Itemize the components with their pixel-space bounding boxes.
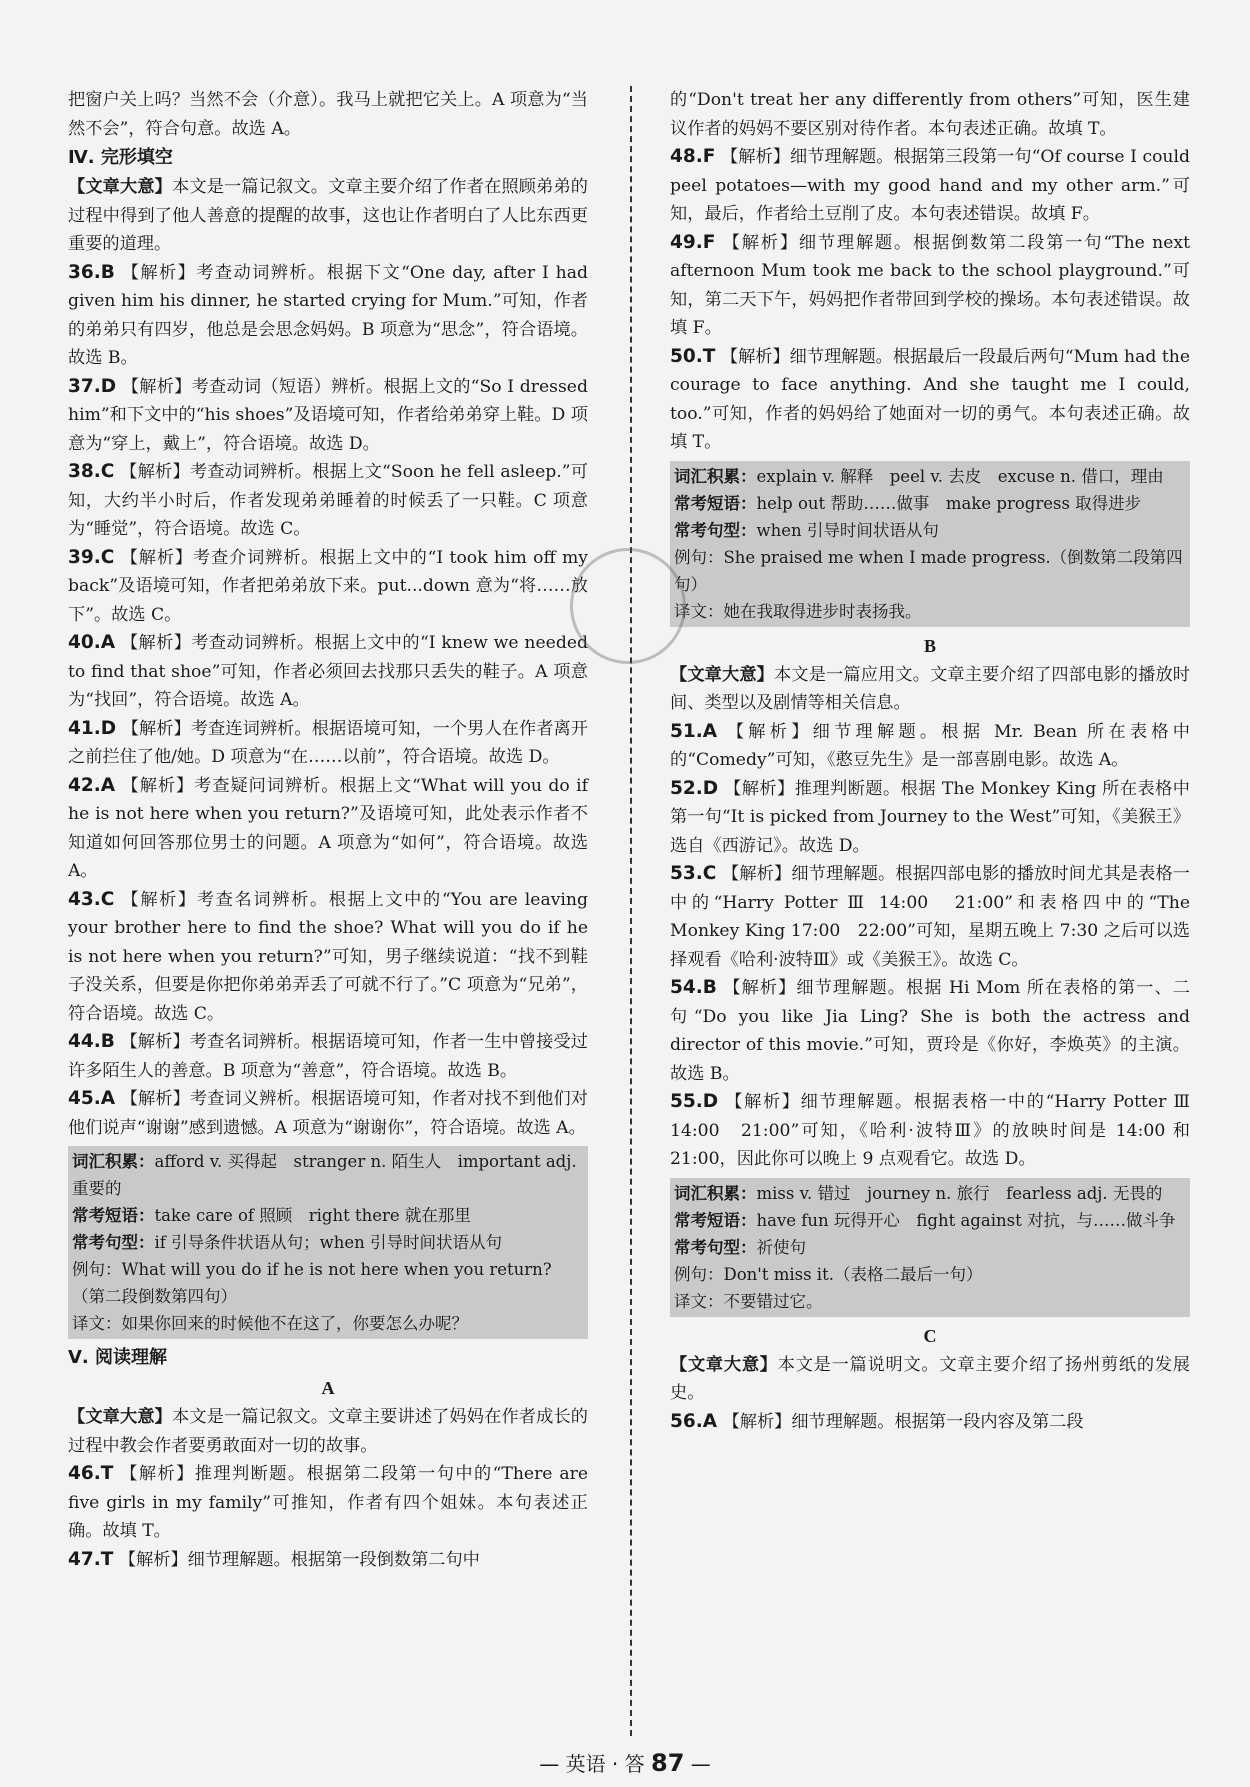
answer-36 <box>68 259 588 373</box>
paragraph: 的“Don't treat her any differently from others”可知，医生建议作者的妈妈不要区别对待作者。本句表述正确。故填 T。 <box>670 90 1190 139</box>
sentence-label: 常考句型： <box>674 520 757 540</box>
passage-letter: B <box>923 635 936 656</box>
answer-number: 38.C <box>68 461 115 482</box>
vocab-box <box>670 461 1190 627</box>
example-label: 例句： <box>674 1264 724 1284</box>
vocab-line <box>674 463 1186 490</box>
answer-51 <box>670 718 1190 775</box>
summary <box>68 173 588 259</box>
page-footer <box>0 1748 1250 1777</box>
translation-text: 不要错过它。 <box>723 1291 823 1311</box>
answer-number: 48.F <box>670 146 716 167</box>
vocab-box <box>68 1146 588 1339</box>
answer-53 <box>670 860 1190 974</box>
answer-39 <box>68 544 588 630</box>
phrase-text: help out 帮助……做事 make progress 取得进步 <box>756 493 1142 513</box>
answer-46 <box>68 1460 588 1546</box>
translation-line <box>72 1310 584 1337</box>
answer-45 <box>68 1085 588 1142</box>
answer-text: 【解析】细节理解题。根据 Mr. Bean 所在表格中的“Comedy”可知，《憨豆先生》是一部喜剧电影。故选 A。 <box>670 721 1190 770</box>
answer-number: 36.B <box>68 261 115 283</box>
answer-50 <box>670 343 1190 457</box>
phrase-label: 常考短语： <box>674 493 757 513</box>
section-heading: Ⅴ. 阅读理解 <box>68 1347 168 1368</box>
answer-54 <box>670 974 1190 1088</box>
answer-number: 53.C <box>670 863 717 884</box>
summary-text: 本文是一篇说明文。文章主要介绍了扬州剪纸的发展史。 <box>670 1354 1190 1403</box>
answer-number: 41.D <box>68 717 117 739</box>
phrase-line <box>674 1207 1186 1234</box>
passage-letter: A <box>321 1378 335 1398</box>
answer-text: 【解析】推理判断题。根据 The Monkey King 所在表格中第一句“It is picked from Journey to the West”可知，《美猴王》选自《西游记》。故选 D。 <box>670 778 1190 856</box>
answer-56 <box>670 1408 1190 1437</box>
vocab-text: miss v. 错过 journey n. 旅行 fearless adj. 无畏的 <box>756 1183 1163 1203</box>
answer-text: 【解析】考查动词辨析。根据下文“One day, after I had given him his dinner, he started crying for Mum.”可知，作者的弟弟只有四岁，他总是会思念妈妈。B 项意为“思念”，符合语境。故选 B。 <box>68 262 588 368</box>
vocab-line <box>674 1180 1186 1207</box>
sentence-text: 祈使句 <box>756 1237 806 1257</box>
phrase-line <box>674 490 1186 517</box>
translation-text: 如果你回来的时候他不在这了，你要怎么办呢？ <box>121 1314 468 1333</box>
page-number: 87 <box>651 1749 685 1777</box>
translation-text: 她在我取得进步时表扬我。 <box>723 601 922 621</box>
answer-text: 【解析】细节理解题。根据倒数第二段第一句“The next afternoon Mum took me back to the school playground.”可知，第二天下午，妈妈把作者带回到学校的操场。本句表述错误。故填 F。 <box>670 232 1190 338</box>
passage-letter: C <box>923 1325 937 1346</box>
answer-text: 【解析】细节理解题。根据第一段倒数第二句中 <box>118 1549 480 1570</box>
answer-number: 49.F <box>670 231 716 253</box>
answer-41 <box>68 715 588 772</box>
sentence-text: if 引导条件状语从句；when 引导时间状语从句 <box>154 1233 503 1252</box>
example-text: What will you do if he is not here when you return?（第二段倒数第四句） <box>72 1260 552 1306</box>
answer-number: 50.T <box>670 345 716 367</box>
example-line <box>674 544 1186 598</box>
answer-number: 45.A <box>68 1088 116 1109</box>
answer-text: 【解析】细节理解题。根据最后一段最后两句“Mum had the courage to face anything. And she taught me I could, too.”可知，作者的妈妈给了她面对一切的勇气。本句表述正确。故填 T。 <box>670 346 1190 452</box>
answer-49 <box>670 229 1190 343</box>
answer-number: 47.T <box>68 1548 114 1570</box>
example-text: She praised me when I made progress.（倒数第二段第四句） <box>674 547 1183 594</box>
translation-label: 译文： <box>674 1291 724 1311</box>
answer-52 <box>670 775 1190 861</box>
summary-text: 本文是一篇应用文。文章主要介绍了四部电影的播放时间、类型以及剧情等相关信息。 <box>670 664 1190 713</box>
answer-text: 【解析】考查动词辨析。根据上文“Soon he fell asleep.”可知，大约半小时后，作者发现弟弟睡着的时候丢了一只鞋。C 项意为“睡觉”，符合语境。故选 C。 <box>68 462 588 539</box>
section-heading: Ⅳ. 完形填空 <box>68 147 173 168</box>
sentence-text: when 引导时间状语从句 <box>756 520 939 540</box>
summary <box>68 1403 588 1460</box>
answer-text: 【解析】细节理解题。根据四部电影的播放时间尤其是表格一中的“Harry Potter Ⅲ 14:00 21:00”和表格四中的“The Monkey King 17:00 22:00”可知，星期五晚上 7:30 之后可以选择观看《哈利·波特Ⅲ》或《美猴王》。故选 C。 <box>670 864 1190 970</box>
answer-text: 【解析】细节理解题。根据 Hi Mom 所在表格的第一、二句“Do you like Jia Ling? She is both the actress and director of this movie.”可知，贾玲是《你好，李焕英》的主演。故选 B。 <box>670 978 1190 1084</box>
summary-tag: 【文章大意】 <box>68 177 173 197</box>
summary-text: 本文是一篇记叙文。文章主要讲述了妈妈在作者成长的过程中教会作者要勇敢面对一切的故事。 <box>68 1407 588 1456</box>
answer-43 <box>68 886 588 1029</box>
summary-tag: 【文章大意】 <box>68 1407 173 1427</box>
answer-number: 44.B <box>68 1031 115 1052</box>
stamp-seal-icon <box>570 548 686 664</box>
example-line <box>72 1256 584 1310</box>
sentence-label: 常考句型： <box>674 1237 757 1257</box>
answer-text: 【解析】细节理解题。根据第一段内容及第二段 <box>722 1411 1084 1432</box>
answer-47 <box>68 1546 588 1575</box>
vocab-box <box>670 1178 1190 1317</box>
summary-tag: 【文章大意】 <box>670 1354 778 1375</box>
answer-text: 【解析】细节理解题。根据第三段第一句“Of course I could peel potatoes—with my good hand and my other arm.”可知，最后，作者给土豆削了皮。本句表述错误。故填 F。 <box>670 147 1191 224</box>
answer-number: 52.D <box>670 777 719 799</box>
answer-number: 46.T <box>68 1463 114 1484</box>
example-line <box>674 1261 1186 1288</box>
column-divider <box>630 86 632 1736</box>
translation-label: 译文： <box>72 1314 122 1333</box>
answer-38 <box>68 458 588 544</box>
vocab-label: 词汇积累： <box>674 466 757 486</box>
vocab-line <box>72 1148 584 1202</box>
summary-text: 本文是一篇记叙文。文章主要介绍了作者在照顾弟弟的过程中得到了他人善意的提醒的故事，这也让作者明白了人比东西更重要的道理。 <box>68 177 588 254</box>
answer-number: 55.D <box>670 1091 719 1112</box>
answer-text: 【解析】细节理解题。根据表格一中的“Harry Potter Ⅲ 14:00 21:00”可知，《哈利·波特Ⅲ》的放映时间是 14:00 和 21:00，因此你可以晚上 9 点观看它。故选 D。 <box>670 1092 1190 1169</box>
phrase-text: have fun 玩得开心 fight against 对抗，与……做斗争 <box>756 1210 1176 1230</box>
sentence-line <box>674 1234 1186 1261</box>
phrase-label: 常考短语： <box>72 1206 155 1225</box>
answer-number: 54.B <box>670 977 717 998</box>
answer-number: 51.A <box>670 720 718 742</box>
answer-text: 【解析】考查介词辨析。根据上文中的“I took him off my back”及语境可知，作者把弟弟放下来。put...down 意为“将……放下”。故选 C。 <box>68 547 588 625</box>
answer-text: 【解析】考查动词（短语）辨析。根据上文的“So I dressed him”和下文中的“his shoes”及语境可知，作者给弟弟穿上鞋。D 项意为“穿上，戴上”，符合语境。故选 D。 <box>68 376 588 454</box>
summary <box>670 661 1190 718</box>
sentence-line <box>674 517 1186 544</box>
answer-text: 【解析】考查连词辨析。根据语境可知，一个男人在作者离开之前拦住了他/她。D 项意为“在……以前”，符合语境。故选 D。 <box>68 718 588 767</box>
answer-text: 【解析】推理判断题。根据第二段第一句中的“There are five girls in my family”可推知，作者有四个姐妹。本句表述正确。故填 T。 <box>68 1464 588 1541</box>
footer-dash: — <box>684 1752 711 1776</box>
phrase-label: 常考短语： <box>674 1210 757 1230</box>
footer-subject: — 英语 · 答 <box>539 1752 652 1776</box>
vocab-label: 词汇积累： <box>674 1183 757 1203</box>
answer-number: 42.A <box>68 774 116 796</box>
answer-number: 40.A <box>68 632 116 653</box>
translation-line <box>674 1288 1186 1315</box>
vocab-text: explain v. 解释 peel v. 去皮 excuse n. 借口，理由 <box>756 466 1164 486</box>
answer-text: 【解析】考查动词辨析。根据上文中的“I knew we needed to find that shoe”可知，作者必须回去找那只丢失的鞋子。A 项意为“找回”，符合语境。故选 A。 <box>68 633 588 710</box>
vocab-text: afford v. 买得起 stranger n. 陌生人 important adj. 重要的 <box>72 1152 577 1198</box>
answer-55 <box>670 1088 1190 1174</box>
answer-number: 56.A <box>670 1410 718 1432</box>
translation-label: 译文： <box>674 601 724 621</box>
answer-42 <box>68 772 588 886</box>
sentence-label: 常考句型： <box>72 1233 155 1252</box>
paragraph: 把窗户关上吗？当然不会（介意）。我马上就把它关上。A 项意为“当然不会”，符合句意。故选 A。 <box>68 90 588 139</box>
translation-line <box>674 598 1186 625</box>
phrase-text: take care of 照顾 right there 就在那里 <box>154 1206 471 1225</box>
example-text: Don't miss it.（表格二最后一句） <box>723 1264 983 1284</box>
sentence-line <box>72 1229 584 1256</box>
answer-48 <box>670 143 1190 229</box>
example-label: 例句： <box>72 1260 122 1279</box>
answer-37 <box>68 373 588 459</box>
right-column <box>670 86 1190 1436</box>
answer-40 <box>68 629 588 715</box>
answer-text: 【解析】考查疑问词辨析。根据上文“What will you do if he is not here when you return?”及语境可知，此处表示作者不知道如何回答那位男士的问题。A 项意为“如何”，符合语境。故选 A。 <box>68 775 588 881</box>
example-label: 例句： <box>674 547 724 567</box>
answer-text: 【解析】考查名词辨析。根据语境可知，作者一生中曾接受过许多陌生人的善意。B 项意为“善意”，符合语境。故选 B。 <box>68 1032 588 1081</box>
answer-number: 39.C <box>68 546 115 568</box>
summary-tag: 【文章大意】 <box>670 664 775 685</box>
answer-44 <box>68 1028 588 1085</box>
answer-number: 43.C <box>68 888 115 910</box>
answer-number: 37.D <box>68 375 117 397</box>
summary <box>670 1351 1190 1408</box>
answer-text: 【解析】考查词义辨析。根据语境可知，作者对找不到他们对他们说声“谢谢”感到遗憾。A 项意为“谢谢你”，符合语境。故选 A。 <box>68 1089 588 1138</box>
answer-text: 【解析】考查名词辨析。根据上文中的“You are leaving your brother here to find the shoe? What will you do if he is not here when you return?”可知，男子继续说道：“找不到鞋子没关系，但要是你把你弟弟弄丢了可就不行了。”C 项意为“兄弟”，符合语境。故选 C。 <box>68 889 588 1024</box>
vocab-label: 词汇积累： <box>72 1152 155 1171</box>
phrase-line <box>72 1202 584 1229</box>
left-column <box>68 86 588 1574</box>
